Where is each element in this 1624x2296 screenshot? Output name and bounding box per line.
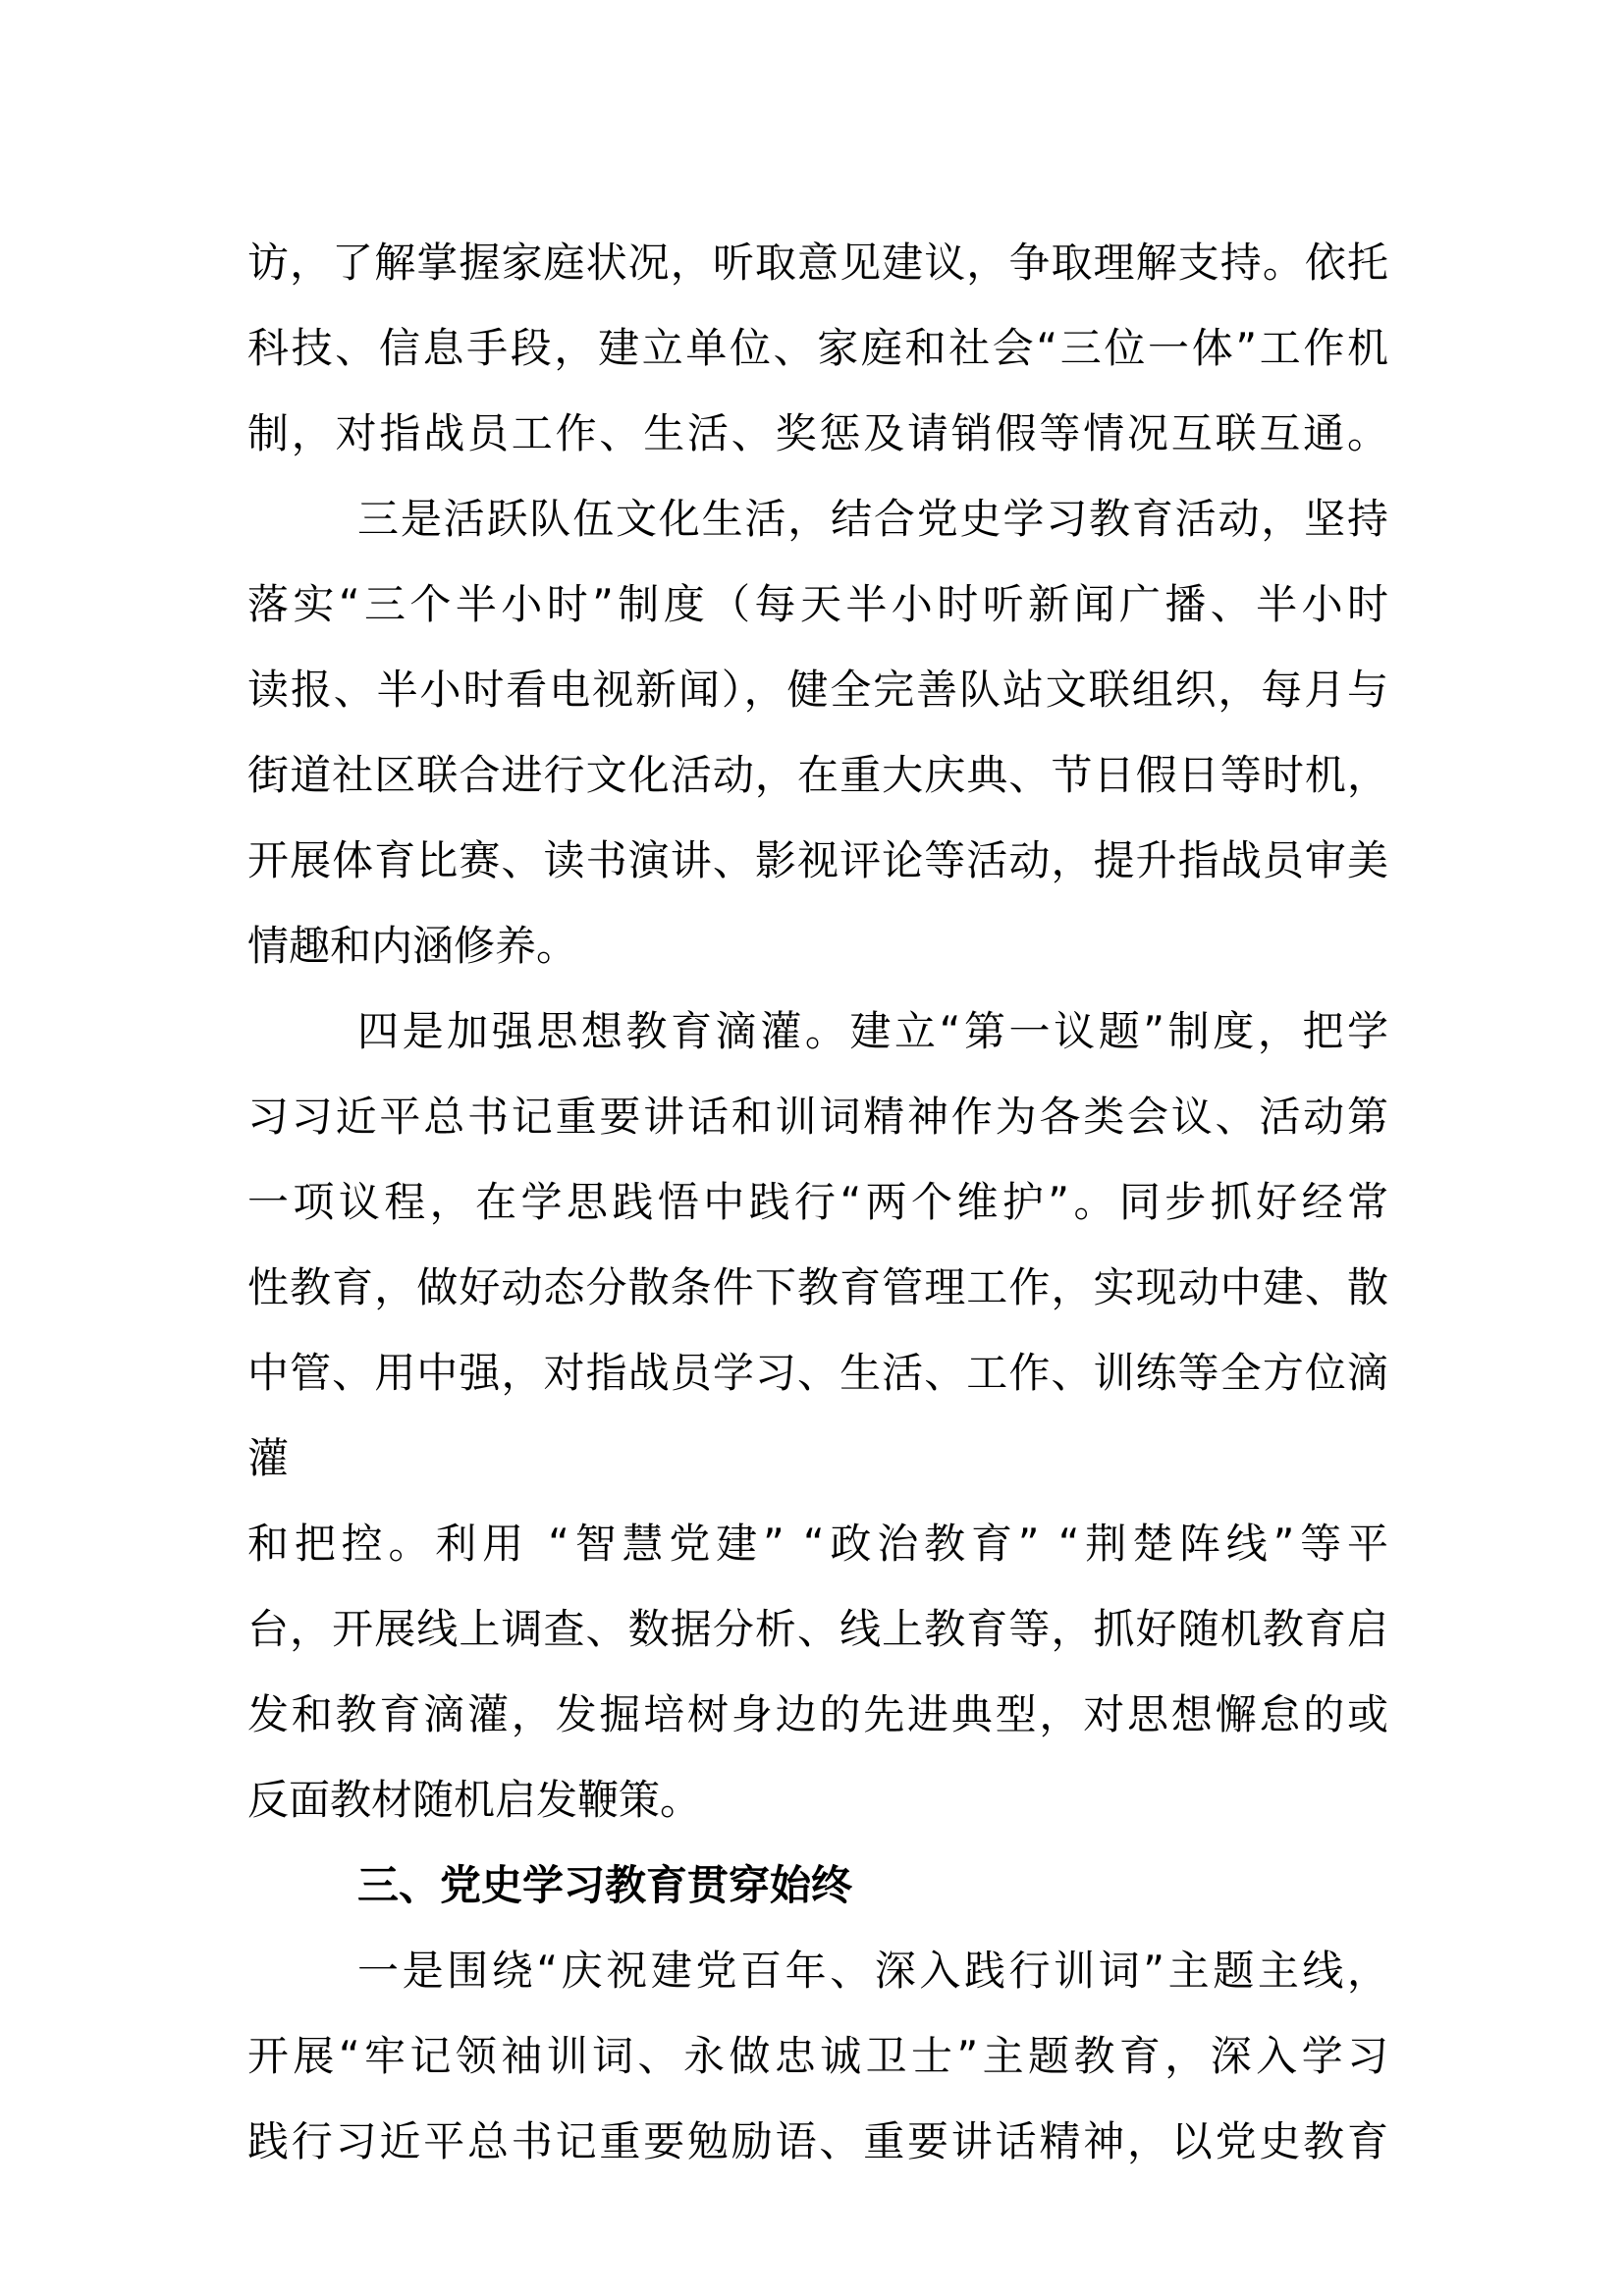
text-line: 街道社区联合进行文化活动，在重大庆典、节日假日等时机， xyxy=(247,751,1388,799)
text-line: 性教育，做好动态分散条件下教育管理工作，实现动中建、散 xyxy=(247,1263,1388,1311)
text-line: 四是加强思想教育滴灌。建立“第一议题”制度，把学 xyxy=(357,1007,1388,1055)
text-line: 情趣和内涵修养。 xyxy=(247,922,578,970)
text-line: 制，对指战员工作、生活、奖惩及请销假等情况互联互通。 xyxy=(247,409,1388,457)
text-line: 一是围绕“庆祝建党百年、深入践行训词”主题主线， xyxy=(357,1947,1388,1995)
text-line: 反面教材随机启发鞭策。 xyxy=(247,1776,702,1824)
text-line: 台，开展线上调查、数据分析、线上教育等，抓好随机教育启 xyxy=(247,1605,1388,1653)
text-line: 读报、半小时看电视新闻），健全完善队站文联组织，每月与 xyxy=(247,666,1388,714)
text-line: 践行习近平总书记重要勉励语、重要讲话精神，以党史教育 xyxy=(247,2117,1388,2165)
text-line: 中管、用中强，对指战员学习、生活、工作、训练等全方位滴灌 xyxy=(247,1349,1388,1482)
text-line: 三是活跃队伍文化生活，结合党史学习教育活动，坚持 xyxy=(357,495,1388,543)
document-body xyxy=(247,220,1388,2184)
text-line: 开展体育比赛、读书演讲、影视评论等活动，提升指战员审美 xyxy=(247,836,1388,884)
text-line: 一项议程，在学思践悟中践行“两个维护”。同步抓好经常 xyxy=(247,1178,1388,1226)
section-heading: 三、党史学习教育贯穿始终 xyxy=(357,1861,853,1909)
text-line: 发和教育滴灌，发掘培树身边的先进典型，对思想懈怠的或 xyxy=(247,1690,1388,1738)
text-line: 习习近平总书记重要讲话和训词精神作为各类会议、活动第 xyxy=(247,1093,1388,1141)
text-line: 和把控。利用 “智慧党建” “政治教育” “荆楚阵线”等平 xyxy=(247,1520,1388,1568)
text-line: 访，了解掌握家庭状况，听取意见建议，争取理解支持。依托 xyxy=(247,239,1388,287)
text-line: 开展“牢记领袖训词、永做忠诚卫士”主题教育，深入学习 xyxy=(247,2032,1388,2080)
text-line: 落实“三个半小时”制度（每天半小时听新闻广播、半小时 xyxy=(247,580,1388,628)
text-line: 科技、信息手段，建立单位、家庭和社会“三位一体”工作机 xyxy=(247,324,1388,372)
